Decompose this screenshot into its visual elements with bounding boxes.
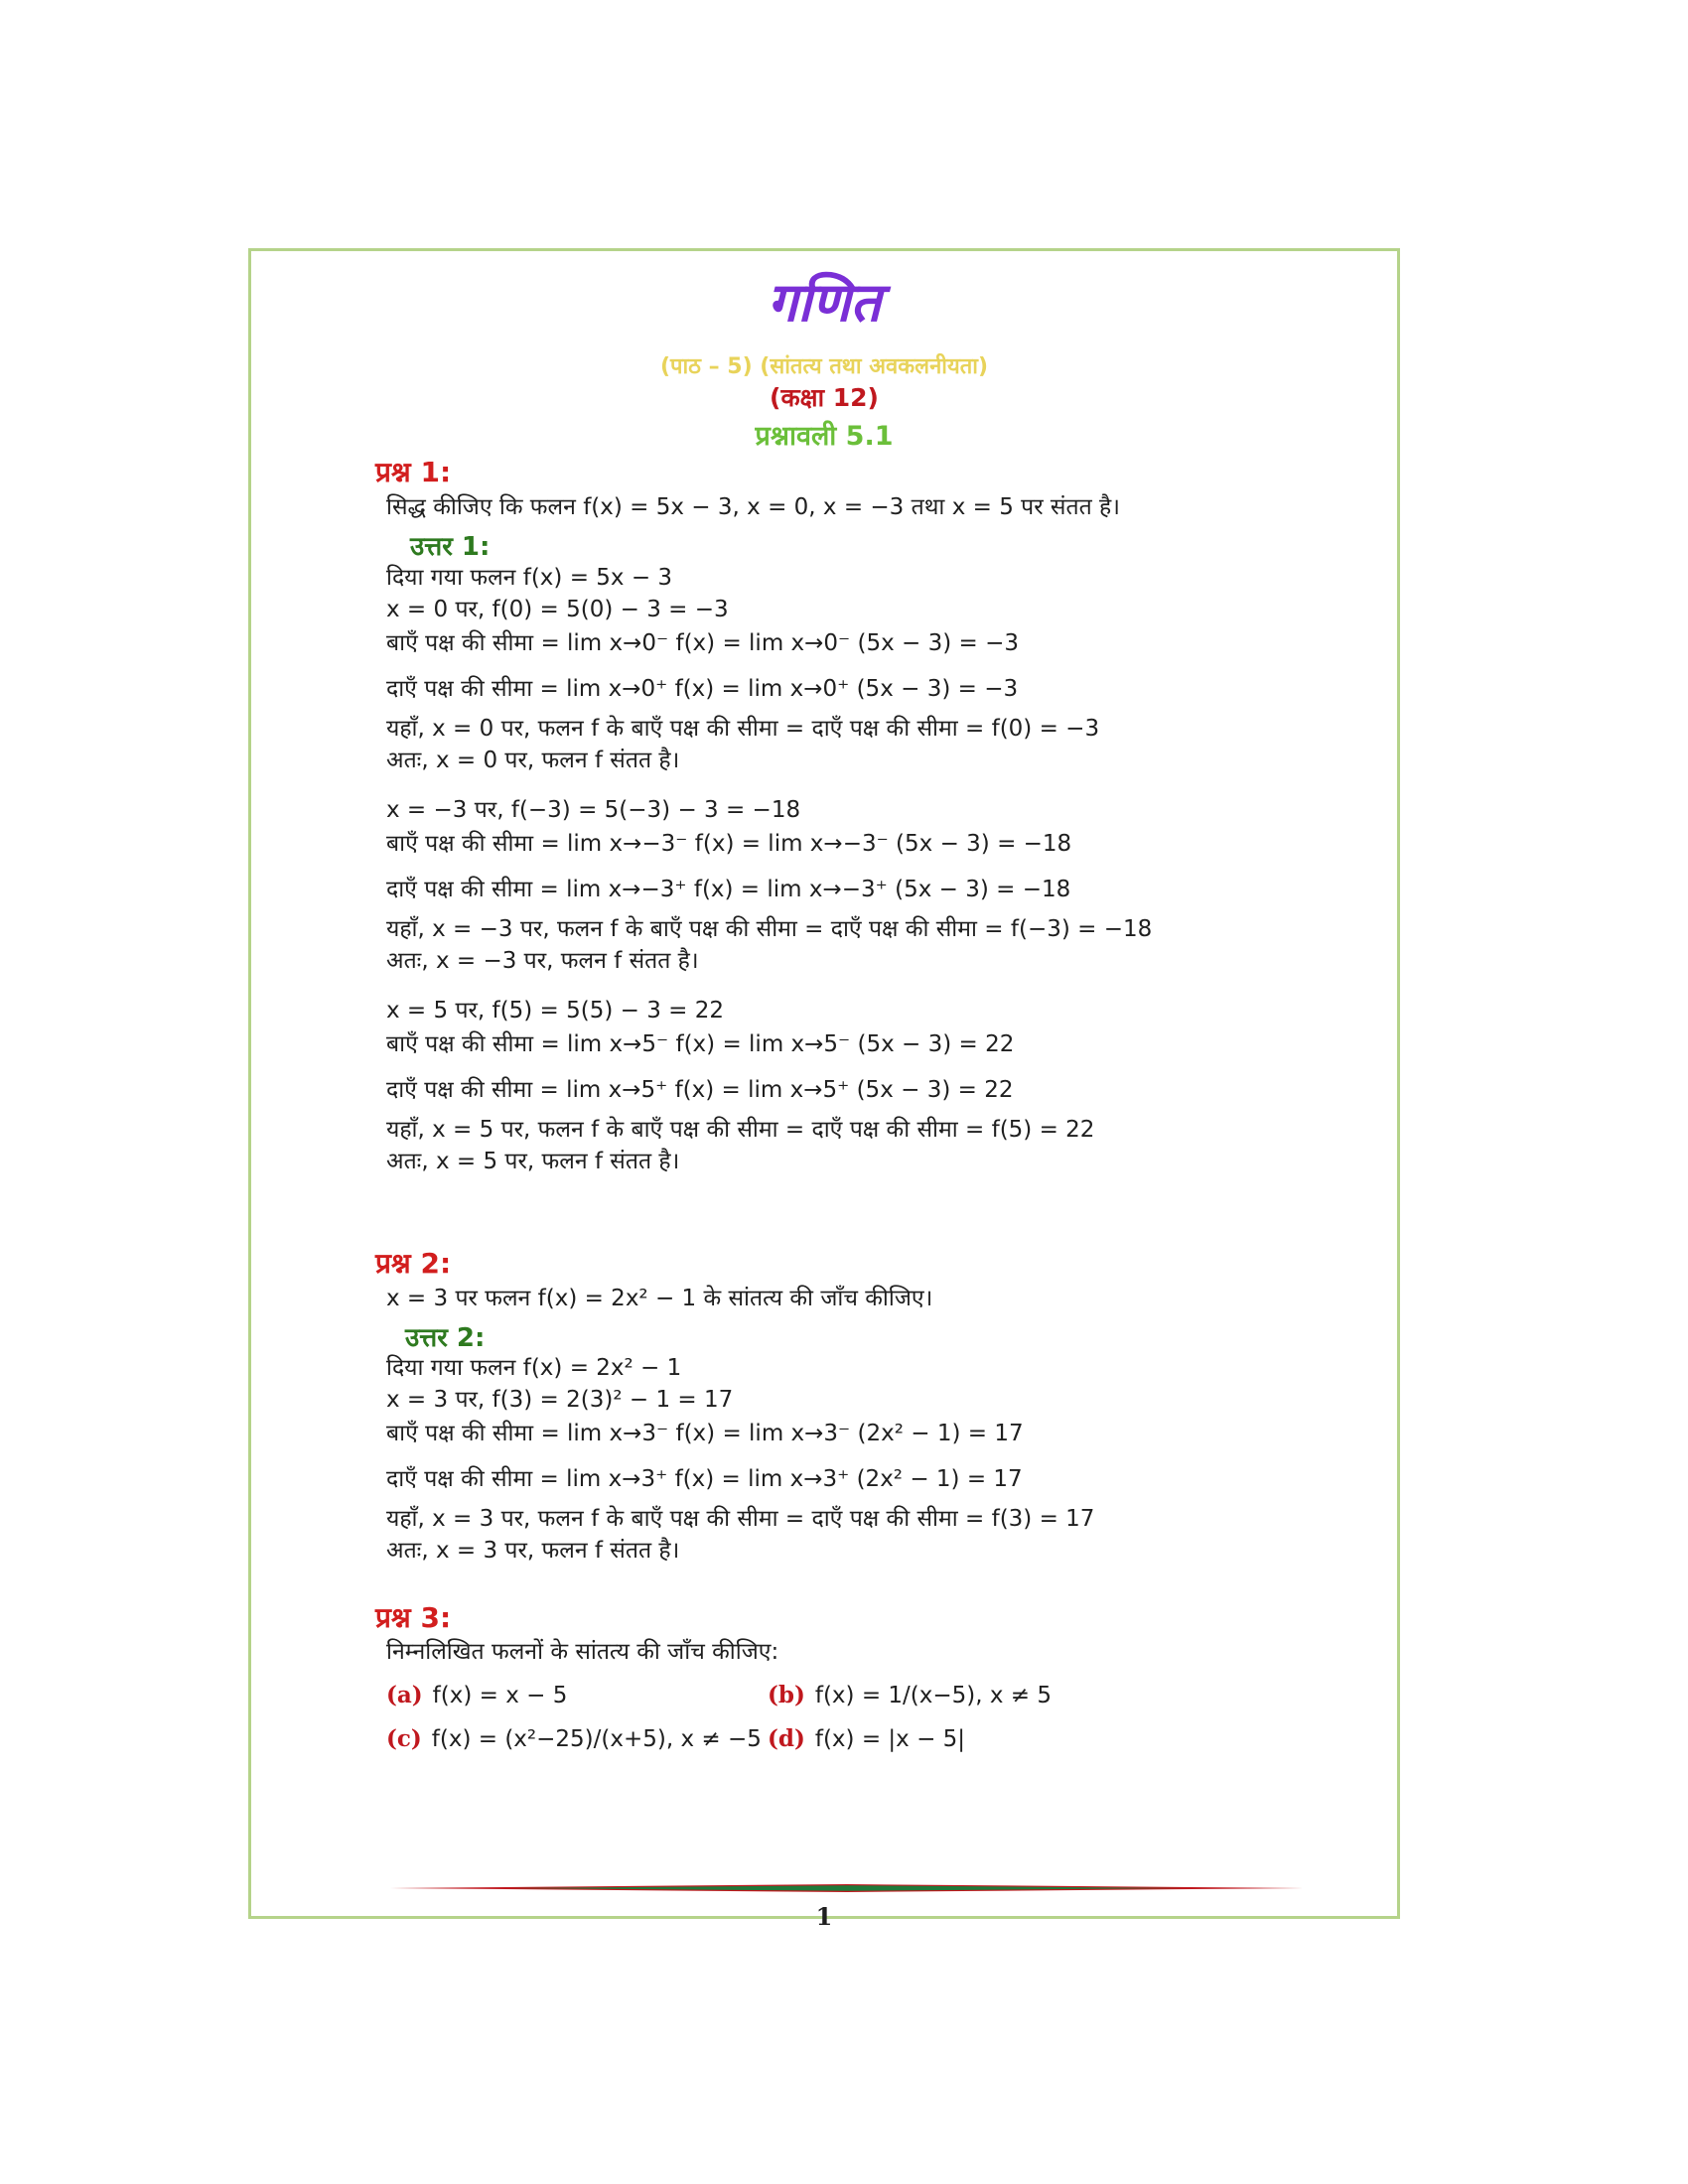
option-letter: (d) <box>768 1725 805 1752</box>
option-text: f(x) = x − 5 <box>432 1683 568 1708</box>
answer-2-line: दाएँ पक्ष की सीमा = lim x→3⁺ f(x) = lim x→3⁺ (2x² − 1) = 17 <box>386 1466 1023 1492</box>
answer-2-line: बाएँ पक्ष की सीमा = lim x→3⁻ f(x) = lim x→3⁻ (2x² − 1) = 17 <box>386 1421 1024 1446</box>
answer-2-line: दिया गया फलन f(x) = 2x² − 1 <box>386 1355 682 1381</box>
option-text: f(x) = (x²−25)/(x+5), x ≠ −5 <box>431 1726 762 1752</box>
answer-1-line: अतः, x = −3 पर, फलन f संतत है। <box>386 948 699 974</box>
answer-1-line: बाएँ पक्ष की सीमा = lim x→5⁻ f(x) = lim x→5⁻ (5x − 3) = 22 <box>386 1031 1015 1057</box>
page-number: 1 <box>815 1902 833 1931</box>
page-frame <box>248 248 1400 1931</box>
answer-1-line: अतः, x = 0 पर, फलन f संतत है। <box>386 748 680 773</box>
answer-1-line: दिया गया फलन f(x) = 5x − 3 <box>386 565 673 591</box>
page-title: गणित <box>767 271 882 334</box>
answer-2-line: x = 3 पर, f(3) = 2(3)² − 1 = 17 <box>386 1387 734 1413</box>
answer-1-line: यहाँ, x = 5 पर, फलन f के बाएँ पक्ष की सीमा = दाएँ पक्ष की सीमा = f(5) = 22 <box>386 1117 1095 1143</box>
answer-2-line: अतः, x = 3 पर, फलन f संतत है। <box>386 1538 680 1564</box>
option-letter: (b) <box>768 1682 805 1708</box>
option-letter: (a) <box>386 1682 423 1708</box>
option-text: f(x) = |x − 5| <box>814 1726 966 1752</box>
question-3-text: निम्नलिखित फलनों के सांतत्य की जाँच कीजिए: <box>386 1639 779 1665</box>
option-letter: (c) <box>386 1725 422 1752</box>
option-d <box>768 1724 965 1754</box>
question-2-label: प्रश्न 2: <box>375 1247 452 1280</box>
answer-1-line: x = 0 पर, f(0) = 5(0) − 3 = −3 <box>386 597 729 622</box>
question-3-label: प्रश्न 3: <box>375 1601 452 1634</box>
answer-1-label: उत्तर 1: <box>410 532 491 562</box>
class-heading: (कक्षा 12) <box>770 383 879 412</box>
option-text: f(x) = 1/(x−5), x ≠ 5 <box>814 1683 1053 1708</box>
answer-1-line: दाएँ पक्ष की सीमा = lim x→0⁺ f(x) = lim x→0⁺ (5x − 3) = −3 <box>386 676 1019 702</box>
answer-1-line: यहाँ, x = 0 पर, फलन f के बाएँ पक्ष की सीमा = दाएँ पक्ष की सीमा = f(0) = −3 <box>386 716 1100 742</box>
answer-1-line: बाएँ पक्ष की सीमा = lim x→−3⁻ f(x) = lim x→−3⁻ (5x − 3) = −18 <box>386 831 1072 857</box>
answer-1-line: बाएँ पक्ष की सीमा = lim x→0⁻ f(x) = lim x→0⁻ (5x − 3) = −3 <box>386 630 1020 656</box>
exercise-heading: प्रश्नावली 5.1 <box>755 421 894 452</box>
answer-1-line: दाएँ पक्ष की सीमा = lim x→5⁺ f(x) = lim x→5⁺ (5x − 3) = 22 <box>386 1077 1014 1103</box>
option-b <box>768 1681 1052 1710</box>
answer-1-line: x = 5 पर, f(5) = 5(5) − 3 = 22 <box>386 998 725 1024</box>
option-a <box>386 1681 567 1710</box>
question-2-text: x = 3 पर फलन f(x) = 2x² − 1 के सांतत्य की जाँच कीजिए। <box>386 1286 933 1311</box>
answer-1-line: दाएँ पक्ष की सीमा = lim x→−3⁺ f(x) = lim x→−3⁺ (5x − 3) = −18 <box>386 877 1071 902</box>
footer-divider <box>390 1884 1304 1892</box>
answer-1-line: अतः, x = 5 पर, फलन f संतत है। <box>386 1149 680 1174</box>
answer-1-line: x = −3 पर, f(−3) = 5(−3) − 3 = −18 <box>386 797 801 823</box>
answer-2-label: उत्तर 2: <box>405 1323 486 1353</box>
answer-2-line: यहाँ, x = 3 पर, फलन f के बाएँ पक्ष की सीमा = दाएँ पक्ष की सीमा = f(3) = 17 <box>386 1506 1095 1532</box>
content <box>251 251 1397 1931</box>
option-c <box>386 1724 762 1754</box>
answer-1-line: यहाँ, x = −3 पर, फलन f के बाएँ पक्ष की सीमा = दाएँ पक्ष की सीमा = f(−3) = −18 <box>386 916 1153 942</box>
question-1-label: प्रश्न 1: <box>375 456 452 488</box>
chapter-heading: (पाठ – 5) (सांतत्य तथा अवकलनीयता) <box>659 354 989 379</box>
question-1-text: सिद्ध कीजिए कि फलन f(x) = 5x − 3, x = 0, x = −3 तथा x = 5 पर संतत है। <box>386 494 1120 520</box>
